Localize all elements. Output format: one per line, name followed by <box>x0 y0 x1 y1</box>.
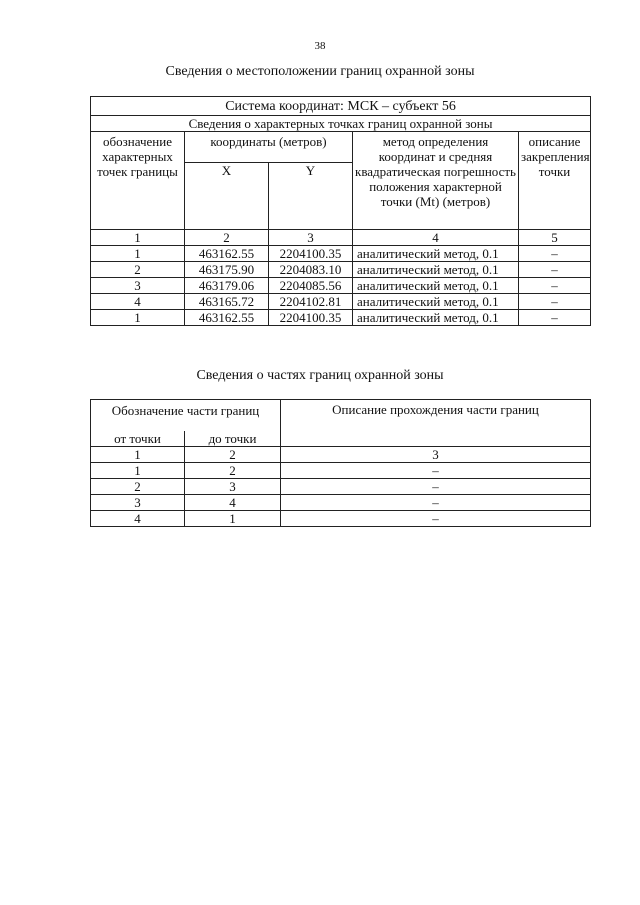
from-cell: 3 <box>91 495 185 511</box>
header-description: Описание прохождения части границ <box>281 400 591 447</box>
column-numbers-row <box>91 447 591 463</box>
section1-subtitle-row: Сведения о характерных точках границ охранной зоны <box>91 116 591 132</box>
method-cell: аналитический метод, 0.1 <box>353 262 519 278</box>
method-cell: аналитический метод, 0.1 <box>353 310 519 326</box>
column-number: 1 <box>91 447 185 463</box>
section2-title: Сведения о частях границ охранной зоны <box>196 368 444 383</box>
y-cell: 2204102.81 <box>269 294 353 310</box>
column-number: 4 <box>353 230 519 246</box>
page-number: 38 <box>314 40 326 52</box>
x-cell: 463179.06 <box>185 278 269 294</box>
header-to-point: до точки <box>185 431 281 447</box>
column-number: 3 <box>281 447 591 463</box>
from-cell: 2 <box>91 479 185 495</box>
table-row <box>91 294 591 310</box>
to-cell: 3 <box>185 479 281 495</box>
fixing-cell: – <box>519 294 591 310</box>
point-cell: 1 <box>91 310 185 326</box>
header-point-designation: обозначение характерных точек границы <box>91 132 185 230</box>
x-cell: 463175.90 <box>185 262 269 278</box>
column-number: 2 <box>185 447 281 463</box>
method-cell: аналитический метод, 0.1 <box>353 246 519 262</box>
header-from-point: от точки <box>91 431 185 447</box>
fixing-cell: – <box>519 262 591 278</box>
method-cell: аналитический метод, 0.1 <box>353 278 519 294</box>
header-method: метод определения координат и средняя квадратическая погрешность положения характерной точки (Mt) (метров) <box>353 132 519 230</box>
point-cell: 2 <box>91 262 185 278</box>
table-row <box>91 310 591 326</box>
fixing-cell: – <box>519 310 591 326</box>
table-row <box>91 246 591 262</box>
description-cell: – <box>281 479 591 495</box>
table-row <box>91 479 591 495</box>
header-coordinates: координаты (метров) <box>185 132 353 163</box>
header-fixing: описание закрепления точки <box>519 132 591 230</box>
to-cell: 4 <box>185 495 281 511</box>
description-cell: – <box>281 511 591 527</box>
to-cell: 2 <box>185 463 281 479</box>
x-cell: 463162.55 <box>185 246 269 262</box>
section1-title: Сведения о местоположении границ охранной зоны <box>165 64 475 79</box>
boundary-parts-table <box>90 399 591 527</box>
header-x: X <box>185 163 269 230</box>
column-number: 1 <box>91 230 185 246</box>
header-part-designation: Обозначение части границ <box>91 400 281 432</box>
header-y: Y <box>269 163 353 230</box>
column-number: 3 <box>269 230 353 246</box>
fixing-cell: – <box>519 246 591 262</box>
table-row <box>91 495 591 511</box>
y-cell: 2204083.10 <box>269 262 353 278</box>
table-row <box>91 278 591 294</box>
table-row <box>91 511 591 527</box>
to-cell: 1 <box>185 511 281 527</box>
from-cell: 1 <box>91 463 185 479</box>
from-cell: 4 <box>91 511 185 527</box>
point-cell: 4 <box>91 294 185 310</box>
method-cell: аналитический метод, 0.1 <box>353 294 519 310</box>
description-cell: – <box>281 495 591 511</box>
x-cell: 463165.72 <box>185 294 269 310</box>
table-row <box>91 463 591 479</box>
y-cell: 2204085.56 <box>269 278 353 294</box>
column-number: 2 <box>185 230 269 246</box>
table-row <box>91 262 591 278</box>
y-cell: 2204100.35 <box>269 310 353 326</box>
column-number: 5 <box>519 230 591 246</box>
coordinate-system-row: Система координат: МСК – субъект 56 <box>91 97 591 116</box>
column-numbers-row <box>91 230 591 246</box>
y-cell: 2204100.35 <box>269 246 353 262</box>
x-cell: 463162.55 <box>185 310 269 326</box>
coordinates-table <box>90 96 591 326</box>
fixing-cell: – <box>519 278 591 294</box>
point-cell: 3 <box>91 278 185 294</box>
point-cell: 1 <box>91 246 185 262</box>
description-cell: – <box>281 463 591 479</box>
